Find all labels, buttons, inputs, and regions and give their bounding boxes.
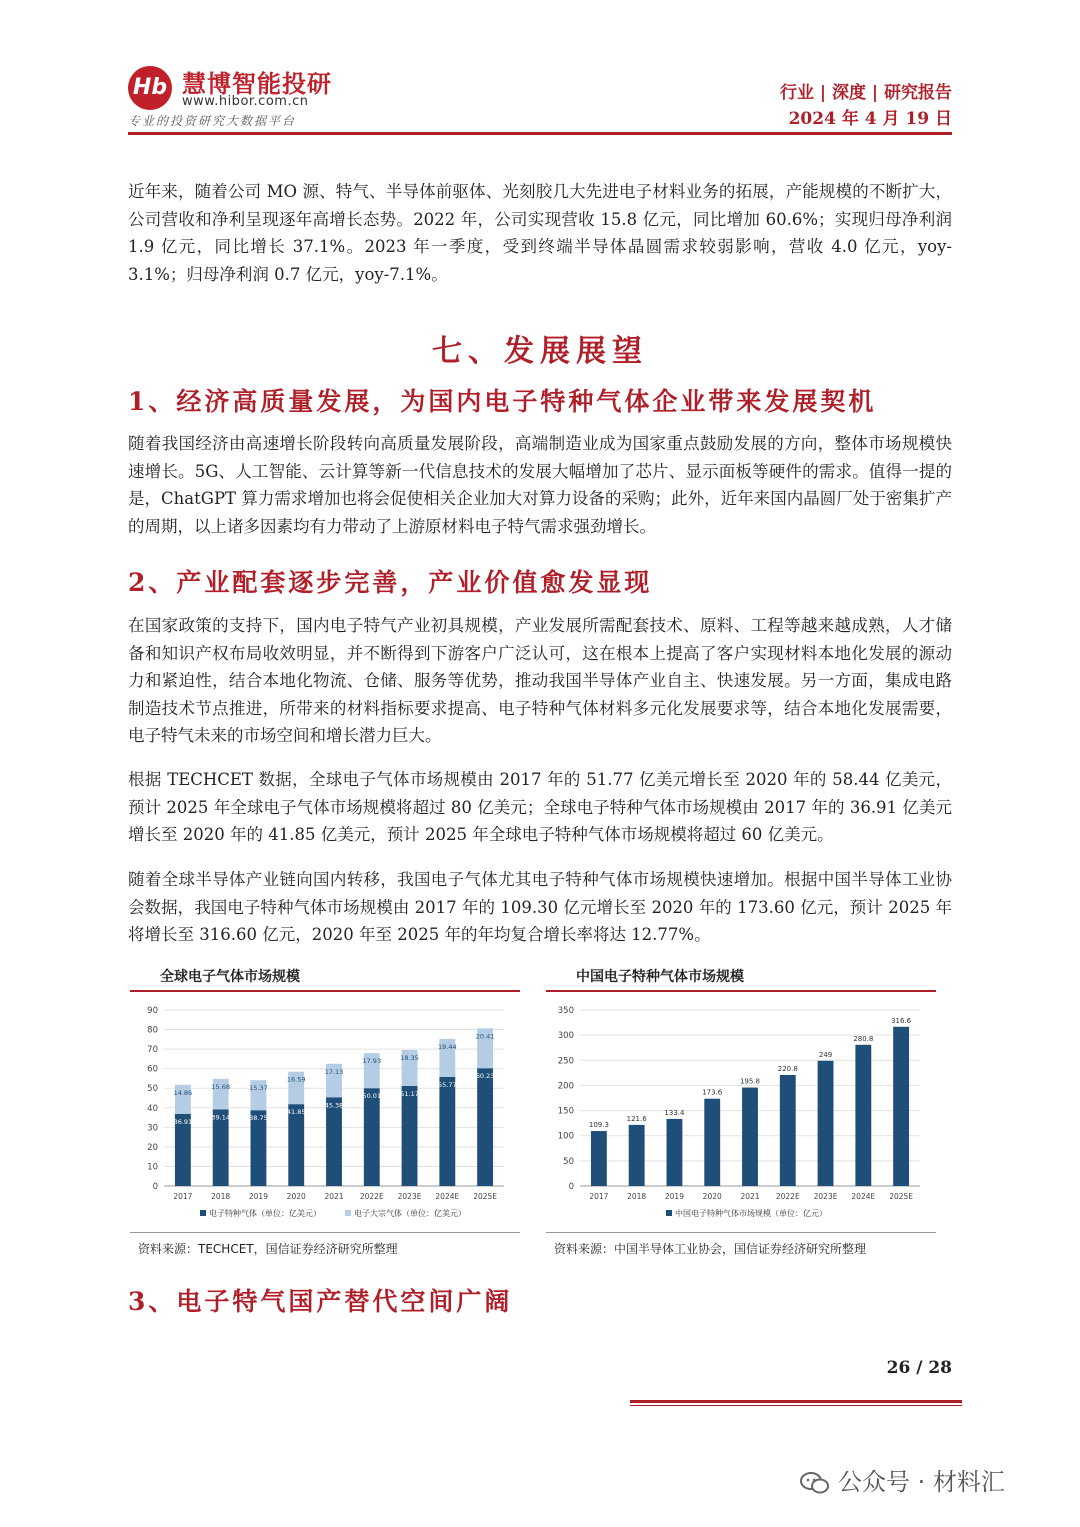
data-label: 19.44 [438,1042,457,1051]
bar-primary [667,1119,683,1186]
wechat-icon [800,1471,830,1495]
chart-source: 资料来源：TECHCET，国信证券经济研究所整理 [138,1242,398,1256]
data-label: 20.41 [475,1032,495,1041]
x-tick-label: 2022E [359,1192,384,1201]
x-tick-label: 2017 [589,1192,609,1201]
report-date: 2024 年 4 月 19 日 [788,109,952,129]
y-tick-label: 100 [557,1131,574,1142]
bar-primary [780,1075,796,1186]
data-label: 220.8 [777,1064,798,1073]
page-number: 26 / 28 [886,1358,952,1378]
bar-primary [288,1104,304,1186]
legend-label: 中国电子特种气体市场规模（单位：亿元） [675,1209,827,1218]
x-tick-label: 2021 [740,1192,760,1201]
subsection-2-title: 2、产业配套逐步完善，产业价值愈发显现 [128,568,653,597]
data-label: 16.59 [286,1075,306,1084]
y-tick-label: 20 [147,1142,158,1153]
report-type: 行业 | 深度 | 研究报告 [779,83,952,103]
x-tick-label: 2022E [775,1192,800,1201]
x-tick-label: 2017 [173,1192,193,1201]
bar-primary [742,1088,758,1186]
bar-primary [591,1131,607,1186]
y-tick-label: 300 [557,1031,574,1042]
y-tick-label: 10 [147,1162,158,1173]
y-tick-label: 60 [147,1064,158,1075]
x-tick-label: 2023E [397,1192,422,1201]
watermark-text: 公众号 · 材料汇 [838,1468,1005,1496]
bar-primary [818,1061,834,1186]
bar-primary [477,1068,493,1186]
data-label: 18.35 [400,1054,419,1063]
chart-source: 资料来源：中国半导体工业协会，国信证券经济研究所整理 [554,1242,867,1256]
data-label: 280.8 [853,1034,874,1043]
header-divider [128,132,952,135]
legend-swatch [666,1210,672,1216]
chart-title: 中国电子特种气体市场规模 [576,969,744,985]
y-tick-label: 250 [557,1056,574,1067]
data-label: 41.85 [286,1108,306,1117]
y-tick-label: 80 [147,1025,158,1036]
y-tick-label: 0 [568,1182,574,1192]
chart-title: 全球电子气体市场规模 [160,969,300,985]
chart-plot [130,998,520,1228]
data-label: 36.91 [173,1117,193,1126]
data-label: 316.6 [891,1016,912,1025]
data-label: 45.38 [324,1101,344,1110]
bar-primary [704,1099,720,1186]
logo-url[interactable]: www.hibor.com.cn [182,94,309,109]
data-label: 109.3 [588,1121,609,1130]
legend-swatch [200,1210,206,1216]
legend-label: 电子大宗气体（单位：亿美元） [354,1209,466,1218]
x-tick-label: 2024E [435,1192,460,1201]
data-label: 39.14 [211,1113,230,1122]
y-tick-label: 50 [147,1084,158,1095]
bar-primary [629,1125,645,1186]
subsection-1-title: 1、经济高质量发展，为国内电子特种气体企业带来发展契机 [128,387,877,416]
x-tick-label: 2020 [286,1192,306,1201]
x-tick-label: 2025E [889,1192,914,1201]
chart-global-gas-market [130,958,520,1258]
data-label: 38.75 [249,1114,268,1123]
x-tick-label: 2020 [702,1192,722,1201]
data-label: 15.68 [211,1082,230,1091]
x-tick-label: 2024E [851,1192,876,1201]
x-tick-label: 2023E [813,1192,838,1201]
chart-china-special-gas-market [546,958,936,1258]
data-label: 15.37 [249,1084,268,1093]
footer-rule-thin [630,1405,962,1406]
y-tick-label: 70 [147,1045,158,1056]
y-tick-label: 40 [147,1103,158,1114]
x-tick-label: 2019 [248,1192,268,1201]
data-label: 17.93 [362,1057,382,1066]
data-label: 50.01 [362,1092,382,1101]
y-tick-label: 150 [557,1106,574,1117]
data-label: 249 [818,1050,833,1059]
x-tick-label: 2021 [324,1192,344,1201]
data-label: 17.13 [324,1067,344,1076]
footer-rule [630,1400,962,1403]
y-tick-label: 90 [147,1006,158,1016]
intro-paragraph: 近年来，随着公司 MO 源、特气、半导体前驱体、光刻胶几大先进电子材料业务的拓展，产能规模的不断扩大，公司营收和净利呈现逐年高增长态势。2022 年，公司实现营收 15.8 亿元，同比增加 60.6%；实现归母净利润 1.9 亿元，同比增长 37.1%。2023 年一季度，受到终端半导体晶圆需求较弱影响，营收 4.0 亿元，yoy-3.1%；归母净利润 0.7 亿元，yoy-7.1%。 [128,182,952,284]
source-rule [130,1232,520,1233]
data-label: 55.77 [438,1080,457,1089]
y-tick-label: 30 [147,1123,158,1134]
data-label: 51.17 [400,1089,419,1098]
subsection-2-paragraph-1: 在国家政策的支持下，国内电子特气产业初具规模，产业发展所需配套技术、原料、工程等越来越成熟，人才储备和知识产权布局收效明显，并不断得到下游客户广泛认可，这在根本上提高了客户实现材料本地化发展的源动力和紧迫性，结合本地化物流、仓储、服务等优势，推动我国半导体产业自主、快速发展。另一方面，集成电路制造技术节点推进，所带来的材料指标要求提高、电子特种气体材料多元化发展要求等，结合本地化发展需要，电子特气未来的市场空间和增长潜力巨大。 [128,616,952,745]
chart-plot [546,998,936,1228]
chart-title-rule [546,990,936,992]
legend-label: 电子特种气体（单位：亿美元） [209,1209,321,1218]
x-tick-label: 2018 [627,1192,647,1201]
wechat-watermark [800,1462,1005,1497]
bar-primary [855,1045,871,1186]
y-tick-label: 200 [557,1081,574,1092]
bar-primary [326,1097,342,1186]
bar-primary [439,1077,455,1186]
data-label: 60.23 [475,1072,495,1081]
subsection-1-paragraph: 随着我国经济由高速增长阶段转向高质量发展阶段，高端制造业成为国家重点鼓励发展的方向，整体市场规模快速增长。5G、人工智能、云计算等新一代信息技术的发展大幅增加了芯片、显示面板等硬件的需求。值得一提的是，ChatGPT 算力需求增加也将会促使相关企业加大对算力设备的采购；此外，近年来国内晶圆厂处于密集扩产的周期，以上诸多因素均有力带动了上游原材料电子特气需求强劲增长。 [128,434,952,536]
subsection-2-paragraph-3: 随着全球半导体产业链向国内转移，我国电子气体尤其电子特种气体市场规模快速增加。根据中国半导体工业协会数据，我国电子特种气体市场规模由 2017 年的 109.30 亿元增长至 2020 年的 173.60 亿元，预计 2025 年将增长至 316.60 亿元，2020 年至 2025 年的年均复合增长率将达 12.77%。 [128,870,952,944]
source-rule [546,1232,936,1233]
section-title: 七、发展展望 [432,334,648,369]
data-label: 121.6 [626,1114,647,1123]
x-tick-label: 2018 [211,1192,231,1201]
bar-primary [893,1027,909,1186]
data-label: 195.8 [739,1077,761,1086]
x-tick-label: 2025E [473,1192,498,1201]
y-tick-label: 50 [563,1156,574,1167]
hibor-logo-icon: Hb [128,66,172,110]
data-label: 133.4 [664,1108,685,1117]
logo-slogan: 专业的投资研究大数据平台 [128,114,297,128]
data-label: 14.86 [173,1088,193,1097]
subsection-2-paragraph-2: 根据 TECHCET 数据，全球电子气体市场规模由 2017 年的 51.77 亿美元增长至 2020 年的 58.44 亿美元，预计 2025 年全球电子气体市场规模将超过 80 亿美元；全球电子特种气体市场规模由 2017 年的 36.91 亿美元增长至 2020 年的 41.85 亿美元，预计 2025 年全球电子特种气体市场规模将超过 60 亿美元。 [128,770,952,844]
report-header [128,62,952,134]
logo-name: 慧博智能投研 [182,70,332,98]
data-label: 173.6 [702,1088,723,1097]
chart-title-rule [130,990,520,992]
subsection-3-title: 3、电子特气国产替代空间广阔 [128,1287,513,1316]
y-tick-label: 0 [152,1182,158,1192]
legend-swatch [345,1210,351,1216]
y-tick-label: 350 [557,1006,574,1016]
bar-primary [364,1088,380,1186]
x-tick-label: 2019 [664,1192,684,1201]
bar-primary [402,1086,418,1186]
